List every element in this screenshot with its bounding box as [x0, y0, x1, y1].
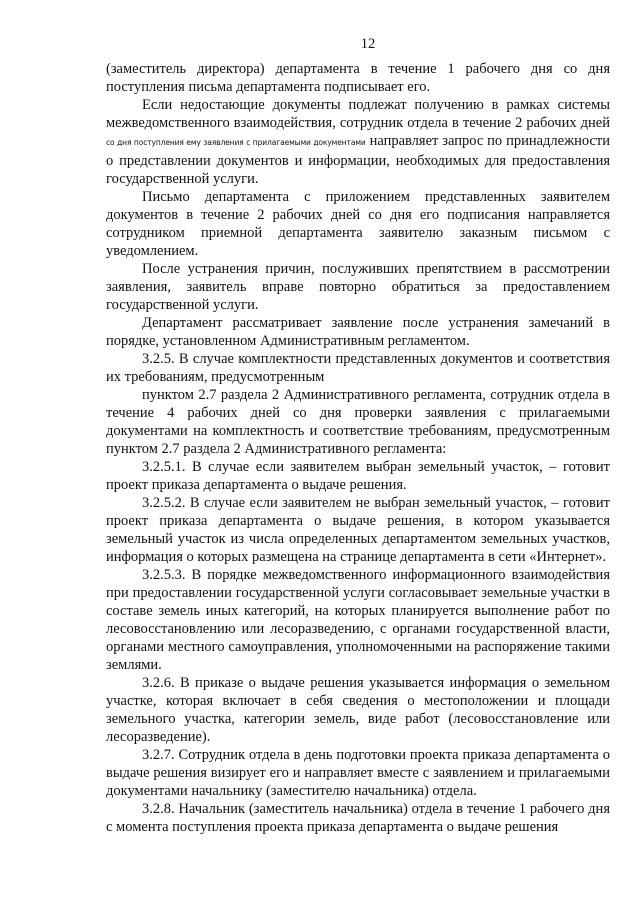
- paragraph-text: Если недостающие документы подлежат получению в рамках системы межведомственного взаимодействия, сотрудник отдела в течение 2 рабочих дней: [106, 97, 610, 131]
- page-number: 12: [360, 36, 376, 52]
- paragraph-text: направляет запрос по принадлежности о представлении документов и информации, необходимых для предоставления государственной услуги.: [106, 133, 611, 187]
- paragraph-review: Департамент рассматривает заявление после устранения замечаний в порядке, установленном Административным регламентом.: [106, 315, 610, 349]
- paragraph-letter-sending: Письмо департамента с приложением представленных заявителем документов в течение 2 рабочих дней со дня его подписания направляется сотрудником приемной департамента заявителю заказным письмом с уведомлением.: [106, 189, 610, 259]
- paragraph-3-2-5-first: 3.2.5. В случае комплектности представленных документов и соответствия их требованиям, предусмотренным: [106, 351, 610, 385]
- paragraph-continuation: (заместитель директора) департамента в течение 1 рабочего дня со дня поступления письма департамента подписывает его.: [106, 61, 610, 95]
- paragraph-3-2-5-second: пунктом 2.7 раздела 2 Административного регламента, сотрудник отдела в течение 4 рабочих дней со дня проверки заявления с прилагаемыми документами на комплектность и соответствие требованиям, предусмотренным пунктом 2.7 раздела 2 Административного регламента:: [106, 387, 610, 457]
- paragraph-3-2-5-3: 3.2.5.3. В порядке межведомственного информационного взаимодействия при предоставлении государственной услуги согласовывает земельные участки в составе земель иных категорий, на которых планируется выполнение работ по лесовосстановлению или лесоразведению, с органами государственной власти, органами местного самоуправления, уполномоченными на распоряжение такими землями.: [106, 567, 610, 673]
- paragraph-3-2-5-2: 3.2.5.2. В случае если заявителем не выбран земельный участок, – готовит проект приказа департамента о выдаче решения, в котором указывается земельный участок из числа определенных департаментом земельных участков, информация о которых размещена на странице департамента в сети «Интернет».: [106, 495, 610, 565]
- paragraph-3-2-6: 3.2.6. В приказе о выдаче решения указывается информация о земельном участке, которая включает в себя сведения о местоположении и площади земельного участка, категории земель, виде работ (лесовосстановление или лесоразведение).: [106, 675, 610, 745]
- paragraph-reapply: После устранения причин, послуживших препятствием в рассмотрении заявления, заявитель вправе повторно обратиться за предоставлением государственной услуги.: [106, 261, 610, 313]
- paragraph-3-2-7: 3.2.7. Сотрудник отдела в день подготовки проекта приказа департамента о выдаче решения визирует его и направляет вместе с заявлением и прилагаемыми документами начальнику (заместителю начальника) отдела.: [106, 747, 610, 799]
- paragraph-3-2-5-1: 3.2.5.1. В случае если заявителем выбран земельный участок, – готовит проект приказа департамента о выдаче решения.: [106, 459, 610, 493]
- paragraph-interagency-request: [106, 96, 610, 188]
- paragraph-3-2-8: 3.2.8. Начальник (заместитель начальника) отдела в течение 1 рабочего дня с момента поступления проекта приказа департамента о выдаче решения: [106, 801, 610, 835]
- inserted-small-text: со дня поступления ему заявления с прилагаемыми документами: [106, 138, 366, 147]
